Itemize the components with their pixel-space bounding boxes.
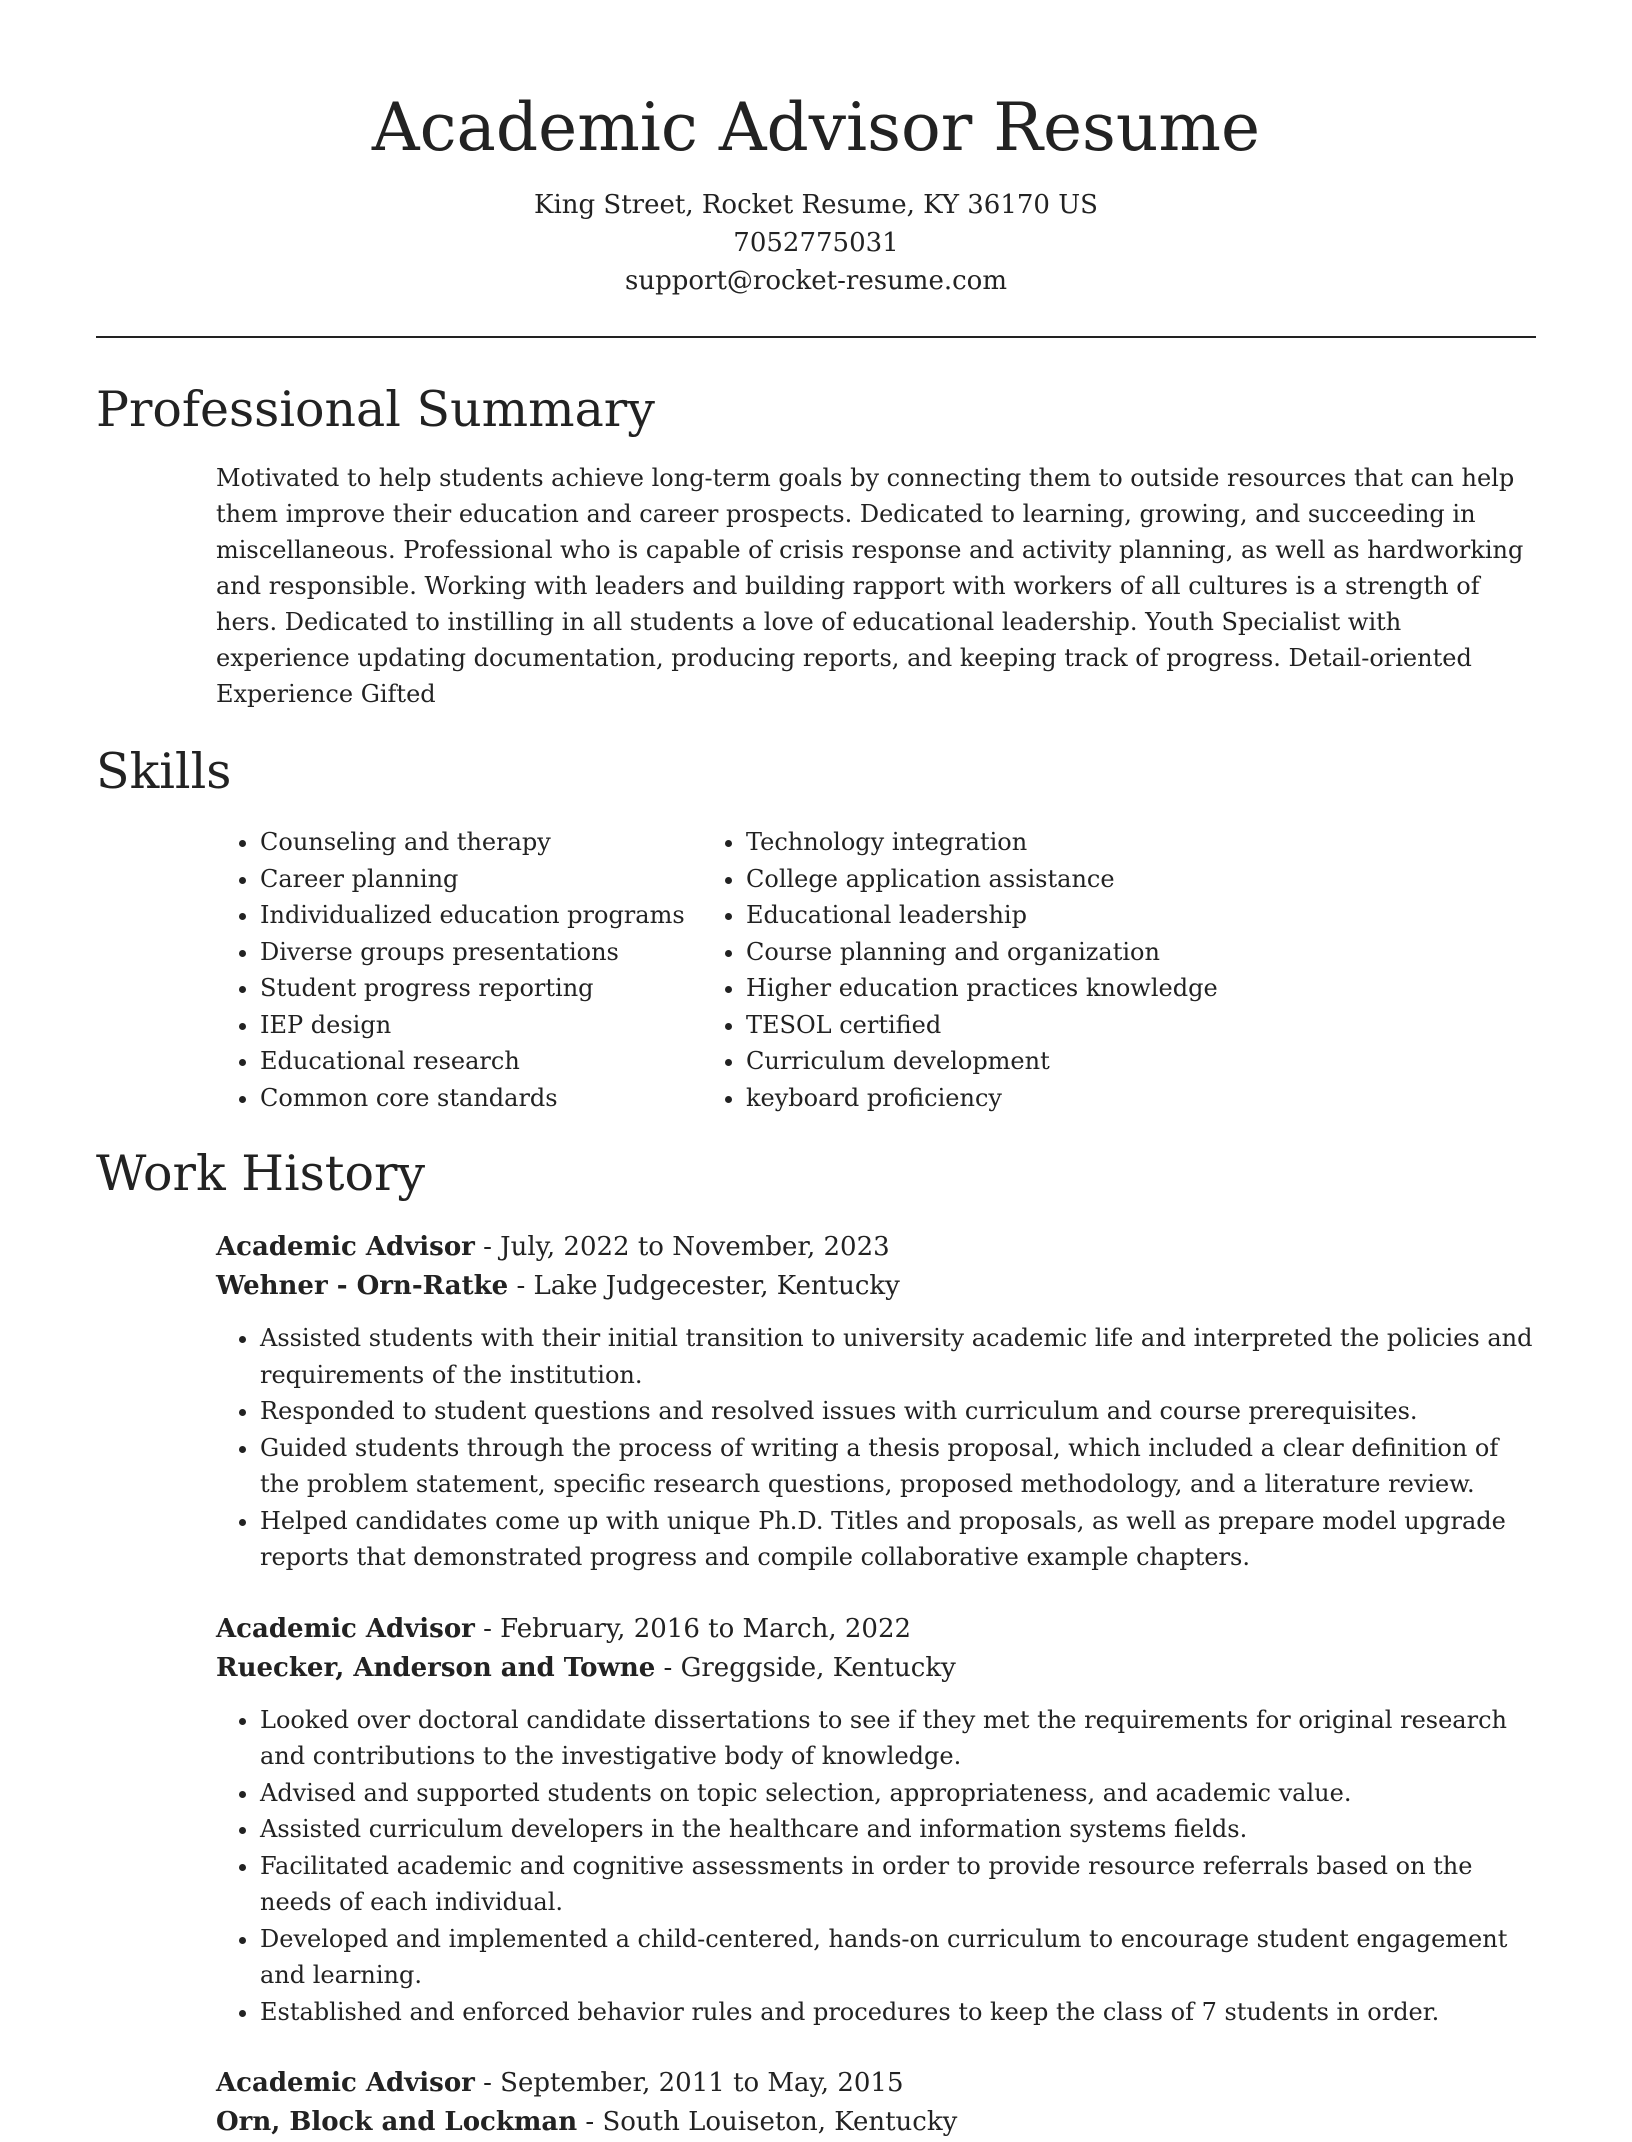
job-dates: - July, 2022 to November, 2023	[474, 1232, 890, 1262]
skill-item: • College application assistance	[746, 861, 1396, 898]
job-employer-line	[216, 1649, 1536, 1688]
skills-column-left	[96, 824, 746, 1116]
job-employer-line	[216, 2103, 1536, 2142]
job-role: Academic Advisor	[216, 2068, 475, 2098]
address: King Street, Rocket Resume, KY 36170 US	[534, 190, 1098, 220]
skills-list	[96, 824, 1536, 1116]
work-history-heading: Work History	[96, 1145, 426, 1202]
job-company: Ruecker, Anderson and Towne	[216, 1652, 656, 1683]
job-entry	[216, 1610, 1536, 2031]
header-divider	[96, 336, 1536, 338]
skills-heading: Skills	[96, 743, 232, 800]
skill-item: • Higher education practices knowledge	[746, 970, 1396, 1007]
job-employer-line	[216, 1267, 1536, 1306]
job-company: Orn, Block and Lockman	[216, 2107, 578, 2137]
job-title-line	[216, 1610, 1536, 1649]
job-role: Academic Advisor	[216, 1232, 475, 1262]
summary-heading: Professional Summary	[96, 381, 655, 438]
job-company: Wehner - Orn-Ratke	[216, 1271, 509, 1301]
skill-item: • Technology integration	[746, 824, 1396, 861]
job-duty: • Assisted curriculum developers in the healthcare and information systems fields.	[260, 1811, 1536, 1848]
job-entry	[216, 1228, 1536, 1576]
skill-item: • Curriculum development	[746, 1043, 1396, 1080]
job-title-line	[216, 1228, 1536, 1267]
skill-item: • Individualized education programs	[260, 897, 746, 934]
skill-item: • Course planning and organization	[746, 934, 1396, 971]
job-duty: • Responded to student questions and resolved issues with curriculum and course prerequisites.	[260, 1393, 1536, 1430]
job-dates: - February, 2016 to March, 2022	[474, 1613, 912, 1644]
resume-page	[96, 0, 1536, 2142]
job-location: - South Louiseton, Kentucky	[577, 2107, 958, 2137]
job-duty: • Guided students through the process of writing a thesis proposal, which included a clear definition of the problem statement, specific research questions, proposed methodology, and a literature review.	[260, 1430, 1536, 1503]
skill-item: • Counseling and therapy	[260, 824, 746, 861]
skill-item: • Educational research	[260, 1043, 746, 1080]
job-location: - Greggside, Kentucky	[655, 1652, 956, 1683]
job-location: - Lake Judgecester, Kentucky	[508, 1271, 900, 1301]
skill-item: • Educational leadership	[746, 897, 1396, 934]
summary-text: Motivated to help students achieve long-term goals by connecting them to outside resources that can help them improve their education and career prospects. Dedicated to learning, growing, and succeeding in miscellaneous. Professional who is capable of crisis response and activity planning, as well as hardworking and responsible. Working with leaders and building rapport with workers of all cultures is a strength of hers. Dedicated to instilling in all students a love of educational leadership. Youth Specialist with experience updating documentation, producing reports, and keeping track of progress. Detail-oriented Experience Gifted	[216, 464, 1524, 708]
email-address: support@rocket-resume.com	[624, 266, 1007, 296]
job-duties	[216, 1320, 1536, 1576]
skill-item: • keyboard proficiency	[746, 1080, 1396, 1117]
resume-title: Academic Advisor Resume	[371, 89, 1261, 166]
skill-item: • TESOL certified	[746, 1007, 1396, 1044]
skill-item: • Student progress reporting	[260, 970, 746, 1007]
job-duty: • Looked over doctoral candidate dissertations to see if they met the requirements for original research and contributions to the investigative body of knowledge.	[260, 1702, 1536, 1775]
skill-item: • Common core standards	[260, 1080, 746, 1117]
contact-block	[96, 186, 1536, 300]
phone-number: 7052775031	[733, 228, 899, 258]
job-title-line	[216, 2064, 1536, 2103]
skill-item: • Career planning	[260, 861, 746, 898]
job-duty: • Facilitated academic and cognitive assessments in order to provide resource referrals based on the needs of each individual.	[260, 1848, 1536, 1921]
job-entry	[216, 2064, 1536, 2142]
job-duty: • Helped candidates come up with unique Ph.D. Titles and proposals, as well as prepare model upgrade reports that demonstrated progress and compile collaborative example chapters.	[260, 1503, 1536, 1576]
job-dates: - September, 2011 to May, 2015	[474, 2068, 904, 2098]
skill-item: • Diverse groups presentations	[260, 934, 746, 971]
job-duty: • Developed and implemented a child-centered, hands-on curriculum to encourage student engagement and learning.	[260, 1921, 1536, 1994]
job-duties	[216, 1702, 1536, 2031]
job-duty: • Established and enforced behavior rules and procedures to keep the class of 7 students in order.	[260, 1994, 1536, 2031]
job-duty: • Assisted students with their initial transition to university academic life and interpreted the policies and requirements of the institution.	[260, 1320, 1536, 1393]
skills-column-right	[746, 824, 1396, 1116]
job-role: Academic Advisor	[216, 1613, 475, 1644]
skill-item: • IEP design	[260, 1007, 746, 1044]
job-duty: • Advised and supported students on topic selection, appropriateness, and academic value.	[260, 1775, 1536, 1812]
